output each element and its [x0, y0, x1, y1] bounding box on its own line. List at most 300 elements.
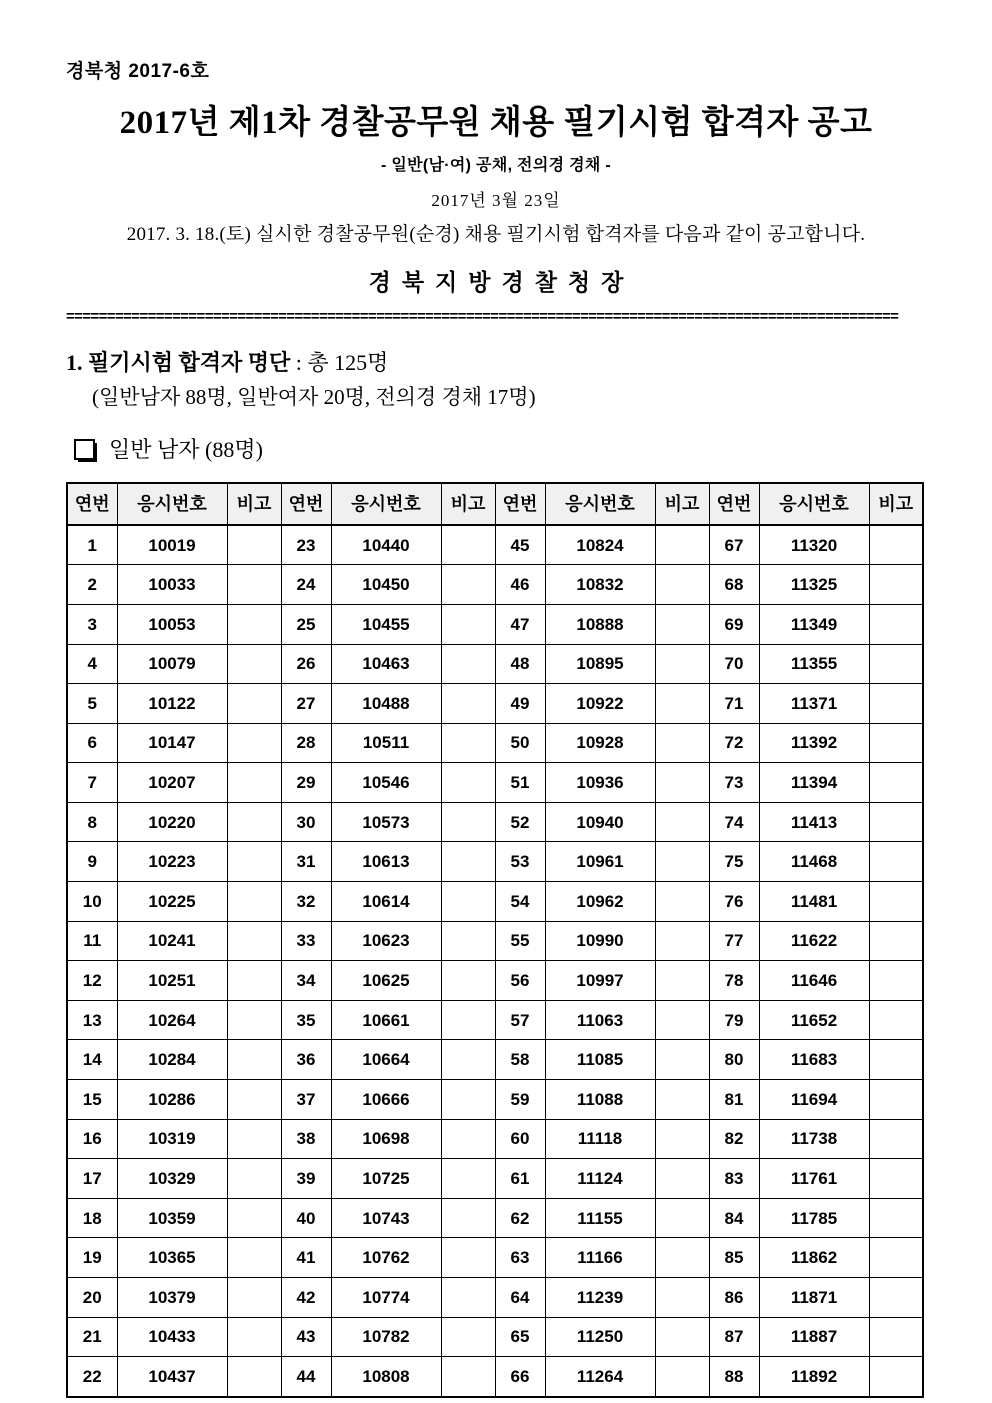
- cell-seq: 86: [709, 1278, 759, 1318]
- cell-exam-number: 11371: [759, 684, 869, 724]
- cell-exam-number: 10832: [545, 565, 655, 605]
- cell-exam-number: 11871: [759, 1278, 869, 1318]
- cell-exam-number: 11392: [759, 723, 869, 763]
- cell-seq: 35: [281, 1000, 331, 1040]
- cell-note: [441, 882, 495, 922]
- cell-note: [227, 1040, 281, 1080]
- cell-note: [869, 1119, 923, 1159]
- cell-seq: 62: [495, 1198, 545, 1238]
- cell-exam-number: 10251: [117, 961, 227, 1001]
- table-row: [67, 842, 923, 882]
- cell-seq: 67: [709, 525, 759, 565]
- cell-seq: 21: [67, 1317, 117, 1357]
- cell-exam-number: 11085: [545, 1040, 655, 1080]
- cell-note: [441, 961, 495, 1001]
- cell-seq: 24: [281, 565, 331, 605]
- cell-exam-number: 11349: [759, 604, 869, 644]
- column-header-seq: 연번: [495, 483, 545, 525]
- cell-note: [227, 604, 281, 644]
- section-heading: [66, 347, 926, 379]
- cell-seq: 2: [67, 565, 117, 605]
- cell-note: [869, 763, 923, 803]
- cell-note: [227, 525, 281, 565]
- section-breakdown: (일반남자 88명, 일반여자 20명, 전의경 경채 17명): [92, 384, 536, 409]
- cell-exam-number: 10725: [331, 1159, 441, 1199]
- table-row: [67, 1317, 923, 1357]
- cell-note: [655, 1119, 709, 1159]
- cell-note: [441, 1040, 495, 1080]
- table-row: [67, 1238, 923, 1278]
- column-header-note: 비고: [869, 483, 923, 525]
- cell-seq: 87: [709, 1317, 759, 1357]
- column-header-seq: 연번: [281, 483, 331, 525]
- cell-seq: 82: [709, 1119, 759, 1159]
- cell-note: [869, 1278, 923, 1318]
- cell-seq: 51: [495, 763, 545, 803]
- cell-seq: 25: [281, 604, 331, 644]
- cell-exam-number: 11320: [759, 525, 869, 565]
- cell-seq: 55: [495, 921, 545, 961]
- cell-seq: 47: [495, 604, 545, 644]
- table-row: [67, 1080, 923, 1120]
- cell-seq: 66: [495, 1357, 545, 1397]
- column-header-note: 비고: [655, 483, 709, 525]
- cell-note: [869, 842, 923, 882]
- cell-note: [655, 1000, 709, 1040]
- cell-seq: 56: [495, 961, 545, 1001]
- cell-note: [869, 1159, 923, 1199]
- cell-seq: 44: [281, 1357, 331, 1397]
- cell-note: [869, 723, 923, 763]
- cell-note: [869, 921, 923, 961]
- cell-seq: 52: [495, 802, 545, 842]
- cell-note: [869, 1317, 923, 1357]
- cell-seq: 1: [67, 525, 117, 565]
- cell-note: [655, 1278, 709, 1318]
- cell-seq: 80: [709, 1040, 759, 1080]
- cell-note: [441, 1317, 495, 1357]
- cell-seq: 57: [495, 1000, 545, 1040]
- cell-exam-number: 11468: [759, 842, 869, 882]
- cell-note: [869, 525, 923, 565]
- cell-exam-number: 11683: [759, 1040, 869, 1080]
- cell-seq: 79: [709, 1000, 759, 1040]
- column-header-num: 응시번호: [545, 483, 655, 525]
- cell-exam-number: 10455: [331, 604, 441, 644]
- cell-note: [441, 1000, 495, 1040]
- cell-note: [655, 1040, 709, 1080]
- cell-seq: 30: [281, 802, 331, 842]
- cell-exam-number: 11646: [759, 961, 869, 1001]
- cell-note: [441, 565, 495, 605]
- cell-seq: 48: [495, 644, 545, 684]
- cell-note: [227, 1198, 281, 1238]
- cell-exam-number: 11413: [759, 802, 869, 842]
- cell-note: [869, 565, 923, 605]
- cell-exam-number: 11264: [545, 1357, 655, 1397]
- table-row: [67, 961, 923, 1001]
- cell-exam-number: 11394: [759, 763, 869, 803]
- cell-seq: 68: [709, 565, 759, 605]
- cell-seq: 16: [67, 1119, 117, 1159]
- column-header-note: 비고: [227, 483, 281, 525]
- table-row: [67, 1278, 923, 1318]
- cell-seq: 37: [281, 1080, 331, 1120]
- cell-note: [441, 1119, 495, 1159]
- cell-exam-number: 10661: [331, 1000, 441, 1040]
- cell-exam-number: 10922: [545, 684, 655, 724]
- cell-seq: 60: [495, 1119, 545, 1159]
- cell-exam-number: 10329: [117, 1159, 227, 1199]
- cell-seq: 22: [67, 1357, 117, 1397]
- cell-seq: 27: [281, 684, 331, 724]
- cell-note: [227, 723, 281, 763]
- cell-seq: 72: [709, 723, 759, 763]
- cell-note: [655, 842, 709, 882]
- column-header-num: 응시번호: [759, 483, 869, 525]
- cell-exam-number: 10286: [117, 1080, 227, 1120]
- cell-seq: 6: [67, 723, 117, 763]
- cell-note: [869, 1040, 923, 1080]
- horizontal-divider: ======================================================================================================: [66, 308, 899, 325]
- section-colon: :: [295, 349, 302, 375]
- cell-seq: 61: [495, 1159, 545, 1199]
- cell-seq: 4: [67, 644, 117, 684]
- page-subtitle: - 일반(남·여) 공채, 전의경 경채 -: [381, 156, 611, 174]
- cell-exam-number: 10762: [331, 1238, 441, 1278]
- cell-seq: 50: [495, 723, 545, 763]
- cell-note: [441, 604, 495, 644]
- cell-note: [655, 604, 709, 644]
- cell-exam-number: 10147: [117, 723, 227, 763]
- cell-exam-number: 10223: [117, 842, 227, 882]
- cell-exam-number: 11738: [759, 1119, 869, 1159]
- table-row: [67, 525, 923, 565]
- cell-exam-number: 10319: [117, 1119, 227, 1159]
- cell-seq: 9: [67, 842, 117, 882]
- cell-exam-number: 10623: [331, 921, 441, 961]
- table-row: [67, 921, 923, 961]
- cell-exam-number: 10379: [117, 1278, 227, 1318]
- table-row: [67, 802, 923, 842]
- announcement-date: 2017년 3월 23일: [431, 190, 561, 210]
- cell-note: [655, 684, 709, 724]
- cell-note: [227, 1080, 281, 1120]
- cell-seq: 84: [709, 1198, 759, 1238]
- cell-note: [441, 921, 495, 961]
- column-header-seq: 연번: [709, 483, 759, 525]
- table-row: [67, 1198, 923, 1238]
- cell-exam-number: 10488: [331, 684, 441, 724]
- cell-exam-number: 10895: [545, 644, 655, 684]
- section-total: 총 125명: [307, 349, 389, 375]
- cell-note: [441, 1278, 495, 1318]
- cell-exam-number: 11325: [759, 565, 869, 605]
- cell-exam-number: 10207: [117, 763, 227, 803]
- cell-seq: 59: [495, 1080, 545, 1120]
- cell-seq: 33: [281, 921, 331, 961]
- cell-exam-number: 10824: [545, 525, 655, 565]
- cell-note: [655, 802, 709, 842]
- cell-seq: 8: [67, 802, 117, 842]
- cell-note: [869, 1238, 923, 1278]
- cell-exam-number: 10359: [117, 1198, 227, 1238]
- cell-exam-number: 10511: [331, 723, 441, 763]
- table-row: [67, 1040, 923, 1080]
- group-heading-label: 일반 남자 (88명): [109, 436, 263, 462]
- cell-seq: 40: [281, 1198, 331, 1238]
- cell-exam-number: 11155: [545, 1198, 655, 1238]
- cell-note: [227, 1159, 281, 1199]
- cell-exam-number: 10463: [331, 644, 441, 684]
- cell-exam-number: 10284: [117, 1040, 227, 1080]
- cell-exam-number: 11761: [759, 1159, 869, 1199]
- column-header-seq: 연번: [67, 483, 117, 525]
- cell-seq: 74: [709, 802, 759, 842]
- cell-exam-number: 10019: [117, 525, 227, 565]
- cell-seq: 28: [281, 723, 331, 763]
- cell-exam-number: 10264: [117, 1000, 227, 1040]
- cell-seq: 14: [67, 1040, 117, 1080]
- cell-note: [655, 525, 709, 565]
- cell-seq: 19: [67, 1238, 117, 1278]
- cell-exam-number: 10664: [331, 1040, 441, 1080]
- cell-exam-number: 11892: [759, 1357, 869, 1397]
- cell-exam-number: 11088: [545, 1080, 655, 1120]
- cell-exam-number: 10122: [117, 684, 227, 724]
- cell-exam-number: 10940: [545, 802, 655, 842]
- cell-exam-number: 10053: [117, 604, 227, 644]
- cell-seq: 38: [281, 1119, 331, 1159]
- table-row: [67, 1000, 923, 1040]
- cell-seq: 31: [281, 842, 331, 882]
- cell-seq: 58: [495, 1040, 545, 1080]
- cell-note: [441, 1238, 495, 1278]
- cell-exam-number: 10990: [545, 921, 655, 961]
- cell-exam-number: 11481: [759, 882, 869, 922]
- cell-note: [441, 1080, 495, 1120]
- table-row: [67, 1119, 923, 1159]
- cell-seq: 85: [709, 1238, 759, 1278]
- table-row: [67, 1357, 923, 1397]
- cell-exam-number: 11063: [545, 1000, 655, 1040]
- cell-note: [441, 1159, 495, 1199]
- cell-exam-number: 10698: [331, 1119, 441, 1159]
- cell-exam-number: 11622: [759, 921, 869, 961]
- cell-note: [869, 1000, 923, 1040]
- cell-seq: 43: [281, 1317, 331, 1357]
- table-row: [67, 723, 923, 763]
- cell-seq: 11: [67, 921, 117, 961]
- cell-exam-number: 11652: [759, 1000, 869, 1040]
- cell-seq: 83: [709, 1159, 759, 1199]
- cell-seq: 41: [281, 1238, 331, 1278]
- cell-seq: 53: [495, 842, 545, 882]
- cell-note: [227, 763, 281, 803]
- cell-seq: 20: [67, 1278, 117, 1318]
- cell-note: [441, 1198, 495, 1238]
- cell-exam-number: 10440: [331, 525, 441, 565]
- results-table-header: [67, 483, 923, 525]
- cell-seq: 15: [67, 1080, 117, 1120]
- cell-seq: 13: [67, 1000, 117, 1040]
- cell-seq: 65: [495, 1317, 545, 1357]
- cell-note: [441, 802, 495, 842]
- cell-exam-number: 10936: [545, 763, 655, 803]
- cell-seq: 49: [495, 684, 545, 724]
- cell-note: [655, 882, 709, 922]
- cell-exam-number: 10961: [545, 842, 655, 882]
- cell-exam-number: 11862: [759, 1238, 869, 1278]
- cell-exam-number: 10033: [117, 565, 227, 605]
- table-row: [67, 604, 923, 644]
- cell-note: [441, 842, 495, 882]
- results-table-body: [67, 525, 923, 1397]
- cell-note: [227, 1357, 281, 1397]
- cell-seq: 88: [709, 1357, 759, 1397]
- cell-note: [869, 1198, 923, 1238]
- cell-seq: 32: [281, 882, 331, 922]
- cell-exam-number: 11250: [545, 1317, 655, 1357]
- cell-exam-number: 10743: [331, 1198, 441, 1238]
- cell-seq: 26: [281, 644, 331, 684]
- cell-seq: 3: [67, 604, 117, 644]
- cell-note: [227, 565, 281, 605]
- cell-exam-number: 10808: [331, 1357, 441, 1397]
- cell-note: [441, 723, 495, 763]
- cell-exam-number: 10546: [331, 763, 441, 803]
- cell-note: [227, 961, 281, 1001]
- cell-seq: 45: [495, 525, 545, 565]
- cell-note: [655, 961, 709, 1001]
- cell-exam-number: 10079: [117, 644, 227, 684]
- cell-exam-number: 11694: [759, 1080, 869, 1120]
- cell-seq: 73: [709, 763, 759, 803]
- cell-seq: 81: [709, 1080, 759, 1120]
- cell-note: [655, 1159, 709, 1199]
- cell-note: [227, 684, 281, 724]
- cell-exam-number: 10614: [331, 882, 441, 922]
- announcement-body: 2017. 3. 18.(토) 실시한 경찰공무원(순경) 채용 필기시험 합격자를 다음과 같이 공고합니다.: [126, 223, 866, 245]
- cell-note: [441, 763, 495, 803]
- cell-note: [227, 1238, 281, 1278]
- cell-note: [869, 802, 923, 842]
- cell-exam-number: 11124: [545, 1159, 655, 1199]
- cell-exam-number: 10365: [117, 1238, 227, 1278]
- table-header-row: [67, 483, 923, 525]
- section-number: 1.: [66, 349, 83, 375]
- cell-seq: 63: [495, 1238, 545, 1278]
- cell-exam-number: 10573: [331, 802, 441, 842]
- cell-seq: 46: [495, 565, 545, 605]
- table-row: [67, 644, 923, 684]
- cell-seq: 7: [67, 763, 117, 803]
- cell-seq: 64: [495, 1278, 545, 1318]
- table-row: [67, 882, 923, 922]
- cell-note: [869, 1357, 923, 1397]
- cell-note: [655, 1317, 709, 1357]
- cell-exam-number: 11355: [759, 644, 869, 684]
- cell-exam-number: 10774: [331, 1278, 441, 1318]
- table-row: [67, 1159, 923, 1199]
- cell-exam-number: 10962: [545, 882, 655, 922]
- cell-seq: 29: [281, 763, 331, 803]
- cell-exam-number: 11118: [545, 1119, 655, 1159]
- cell-note: [227, 1317, 281, 1357]
- column-header-num: 응시번호: [331, 483, 441, 525]
- document-number: 경북청 2017-6호: [66, 61, 210, 82]
- cell-note: [227, 802, 281, 842]
- page-title: 2017년 제1차 경찰공무원 채용 필기시험 합격자 공고: [119, 104, 873, 141]
- cell-note: [869, 961, 923, 1001]
- issuing-authority: 경북지방경찰청장: [368, 269, 635, 295]
- checkbox-square-icon: [74, 439, 95, 460]
- table-row: [67, 763, 923, 803]
- table-row: [67, 565, 923, 605]
- cell-note: [441, 684, 495, 724]
- cell-exam-number: 10220: [117, 802, 227, 842]
- cell-exam-number: 10437: [117, 1357, 227, 1397]
- cell-exam-number: 10888: [545, 604, 655, 644]
- cell-seq: 23: [281, 525, 331, 565]
- cell-seq: 10: [67, 882, 117, 922]
- cell-exam-number: 10782: [331, 1317, 441, 1357]
- cell-seq: 71: [709, 684, 759, 724]
- cell-seq: 18: [67, 1198, 117, 1238]
- cell-seq: 78: [709, 961, 759, 1001]
- cell-exam-number: 10928: [545, 723, 655, 763]
- cell-seq: 69: [709, 604, 759, 644]
- cell-seq: 70: [709, 644, 759, 684]
- cell-seq: 76: [709, 882, 759, 922]
- cell-note: [441, 525, 495, 565]
- cell-seq: 17: [67, 1159, 117, 1199]
- cell-seq: 34: [281, 961, 331, 1001]
- results-table: [66, 482, 924, 1398]
- cell-note: [655, 1357, 709, 1397]
- cell-note: [869, 882, 923, 922]
- cell-seq: 5: [67, 684, 117, 724]
- cell-seq: 36: [281, 1040, 331, 1080]
- cell-exam-number: 11166: [545, 1238, 655, 1278]
- cell-note: [227, 1000, 281, 1040]
- table-row: [67, 684, 923, 724]
- section-title: 필기시험 합격자 명단: [88, 349, 291, 375]
- column-header-note: 비고: [441, 483, 495, 525]
- cell-seq: 75: [709, 842, 759, 882]
- cell-exam-number: 11239: [545, 1278, 655, 1318]
- cell-exam-number: 10997: [545, 961, 655, 1001]
- cell-seq: 39: [281, 1159, 331, 1199]
- cell-exam-number: 10666: [331, 1080, 441, 1120]
- cell-exam-number: 10613: [331, 842, 441, 882]
- cell-seq: 77: [709, 921, 759, 961]
- cell-exam-number: 11785: [759, 1198, 869, 1238]
- group-heading: [66, 433, 926, 464]
- cell-note: [227, 921, 281, 961]
- cell-note: [655, 723, 709, 763]
- cell-note: [655, 565, 709, 605]
- cell-seq: 54: [495, 882, 545, 922]
- cell-seq: 12: [67, 961, 117, 1001]
- cell-note: [655, 1238, 709, 1278]
- cell-note: [655, 1198, 709, 1238]
- cell-note: [441, 1357, 495, 1397]
- cell-note: [869, 1080, 923, 1120]
- cell-exam-number: 10225: [117, 882, 227, 922]
- cell-note: [655, 1080, 709, 1120]
- cell-note: [869, 604, 923, 644]
